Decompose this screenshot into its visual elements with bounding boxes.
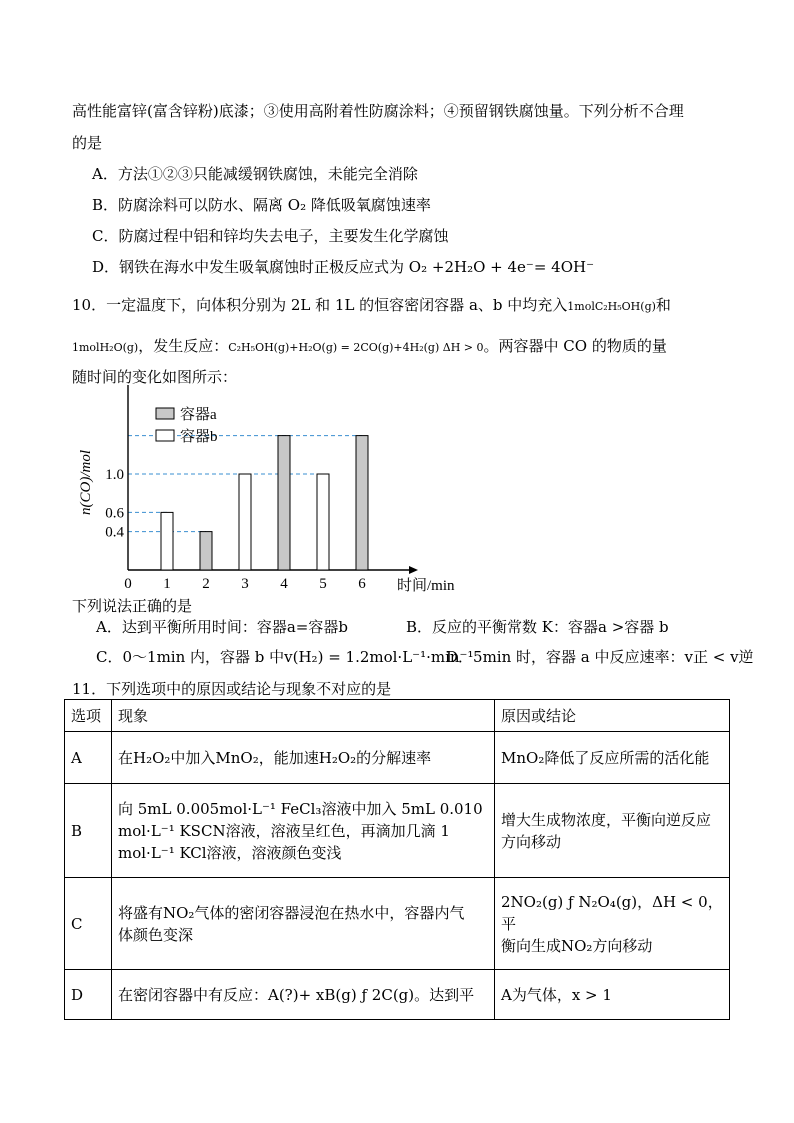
text-line: 在密闭容器中有反应：A(?)+ xB(g) ƒ 2C(g)。达到平: [118, 985, 475, 1004]
header-option: 选项: [65, 700, 112, 732]
row-c-option: C: [65, 878, 112, 970]
bar: [317, 474, 329, 570]
q11-stem: 11．下列选项中的原因或结论与现象不对应的是: [72, 680, 392, 698]
x-tick-label: 5: [319, 576, 327, 592]
q9-option-c: C．防腐过程中铝和锌均失去电子，主要发生化学腐蚀: [92, 227, 449, 245]
table-row: [65, 878, 730, 970]
y-tick-label: 0.4: [105, 524, 124, 541]
q9-option-a: A．方法①②③只能减缓钢铁腐蚀，未能完全消除: [92, 165, 418, 183]
bar: [200, 532, 212, 570]
y-tick-label: 1.0: [105, 467, 124, 483]
table-row: [65, 732, 730, 784]
q10-stem-line2d: 。两容器中 CO 的物质的量: [483, 337, 667, 355]
q10-equation: C₂H₅OH(g)+H₂O(g) = 2CO(g)+4H₂(g) ΔH > 0: [228, 341, 484, 354]
q9-option-b: B．防腐涂料可以防水、隔离 O₂ 降低吸氧腐蚀速率: [92, 196, 431, 214]
legend-label: 容器a: [180, 407, 217, 423]
table-header-row: [65, 700, 730, 732]
q10-reagent-water: 1molH₂O(g): [72, 341, 139, 354]
legend-label: 容器b: [180, 429, 218, 445]
text-line: 向 5mL 0.005mol·L⁻¹ FeCl₃溶液中加入 5mL 0.010: [118, 799, 483, 818]
q9-stem-line2: 的是: [72, 134, 103, 152]
q10-option-b: B．反应的平衡常数 K：容器a >容器 b: [406, 618, 669, 636]
x-tick-label: 4: [280, 576, 288, 592]
y-axis-label: n(CO)/mol: [78, 450, 94, 515]
header-reason: 原因或结论: [495, 700, 730, 732]
y-tick-label: 0.6: [105, 505, 124, 522]
q10-option-a: A．达到平衡所用时间：容器a=容器b: [96, 618, 348, 636]
bar: [278, 436, 290, 570]
q9-stem-line1: 高性能富锌(富含锌粉)底漆；③使用高附着性防腐涂料；④预留钢铁腐蚀量。下列分析不合理: [72, 102, 684, 120]
row-b-reason: [495, 784, 730, 878]
q10-stem-line1a: 10．一定温度下，向体积分别为 2L 和 1L 的恒容密闭容器 a、b 中均充入: [72, 296, 568, 314]
q10-after-chart: 下列说法正确的是: [72, 597, 193, 615]
legend-swatch: [156, 430, 174, 441]
row-c-reason: [495, 878, 730, 970]
q10-stem-line1: [72, 294, 671, 318]
table-row: [65, 784, 730, 878]
x-axis-arrow: [409, 566, 418, 574]
row-c-phenomenon: [112, 878, 495, 970]
q11-table: [64, 699, 730, 1020]
q10-reagent-ethanol: 1molC₂H₅OH(g): [567, 300, 656, 313]
text-line: 方向移动: [501, 832, 562, 851]
bar: [161, 512, 173, 570]
q10-stem-line2: [72, 335, 667, 359]
row-d-option: D: [65, 970, 112, 1020]
text-line: 在H₂O₂中加入MnO₂，能加速H₂O₂的分解速率: [118, 748, 432, 767]
text-line: A为气体，x > 1: [501, 985, 612, 1004]
row-b-phenomenon: [112, 784, 495, 878]
text-line: 体颜色变深: [118, 925, 194, 944]
table-row: [65, 970, 730, 1020]
text-line: mol·L⁻¹ KSCN溶液，溶液呈红色，再滴加几滴 1: [118, 821, 450, 840]
q10-stem-line3: 随时间的变化如图所示：: [72, 368, 238, 386]
text-line: 将盛有NO₂气体的密闭容器浸泡在热水中，容器内气: [118, 903, 465, 922]
row-a-reason: [495, 732, 730, 784]
x-tick-label: 0: [124, 576, 132, 592]
x-axis-label: 时间/min: [397, 578, 455, 594]
text-line: 增大生成物浓度，平衡向逆反应: [501, 810, 712, 829]
x-tick-label: 3: [241, 576, 249, 592]
text-line: MnO₂降低了反应所需的活化能: [501, 748, 710, 767]
row-d-phenomenon: [112, 970, 495, 1020]
x-tick-label: 1: [163, 576, 171, 592]
q9-option-d: D．钢铁在海水中发生吸氧腐蚀时正极反应式为 O₂ +2H₂O + 4e⁻= 4OH⁻: [92, 258, 594, 276]
co-amount-bar-chart: [70, 385, 470, 600]
q10-stem-line2b: ，发生反应：: [138, 337, 229, 355]
bar: [356, 436, 368, 570]
q10-option-c: C．0～1min 内，容器 b 中v(H₂) = 1.2mol·L⁻¹·min⁻¹: [96, 648, 474, 666]
text-line: mol·L⁻¹ KCl溶液，溶液颜色变浅: [118, 843, 342, 862]
header-phenomenon: 现象: [112, 700, 495, 732]
row-d-reason: [495, 970, 730, 1020]
text-line: 2NO₂(g) ƒ N₂O₄(g)，ΔH < 0，平: [501, 892, 723, 933]
row-b-option: B: [65, 784, 112, 878]
q10-stem-line1c: 和: [655, 296, 671, 314]
x-tick-label: 2: [202, 576, 210, 592]
row-a-option: A: [65, 732, 112, 784]
x-tick-label: 6: [358, 576, 366, 592]
bar: [239, 474, 251, 570]
row-a-phenomenon: [112, 732, 495, 784]
text-line: 衡向生成NO₂方向移动: [501, 936, 653, 955]
legend-swatch: [156, 408, 174, 419]
q10-option-d: D．5min 时，容器 a 中反应速率：v正 < v逆: [446, 648, 754, 666]
